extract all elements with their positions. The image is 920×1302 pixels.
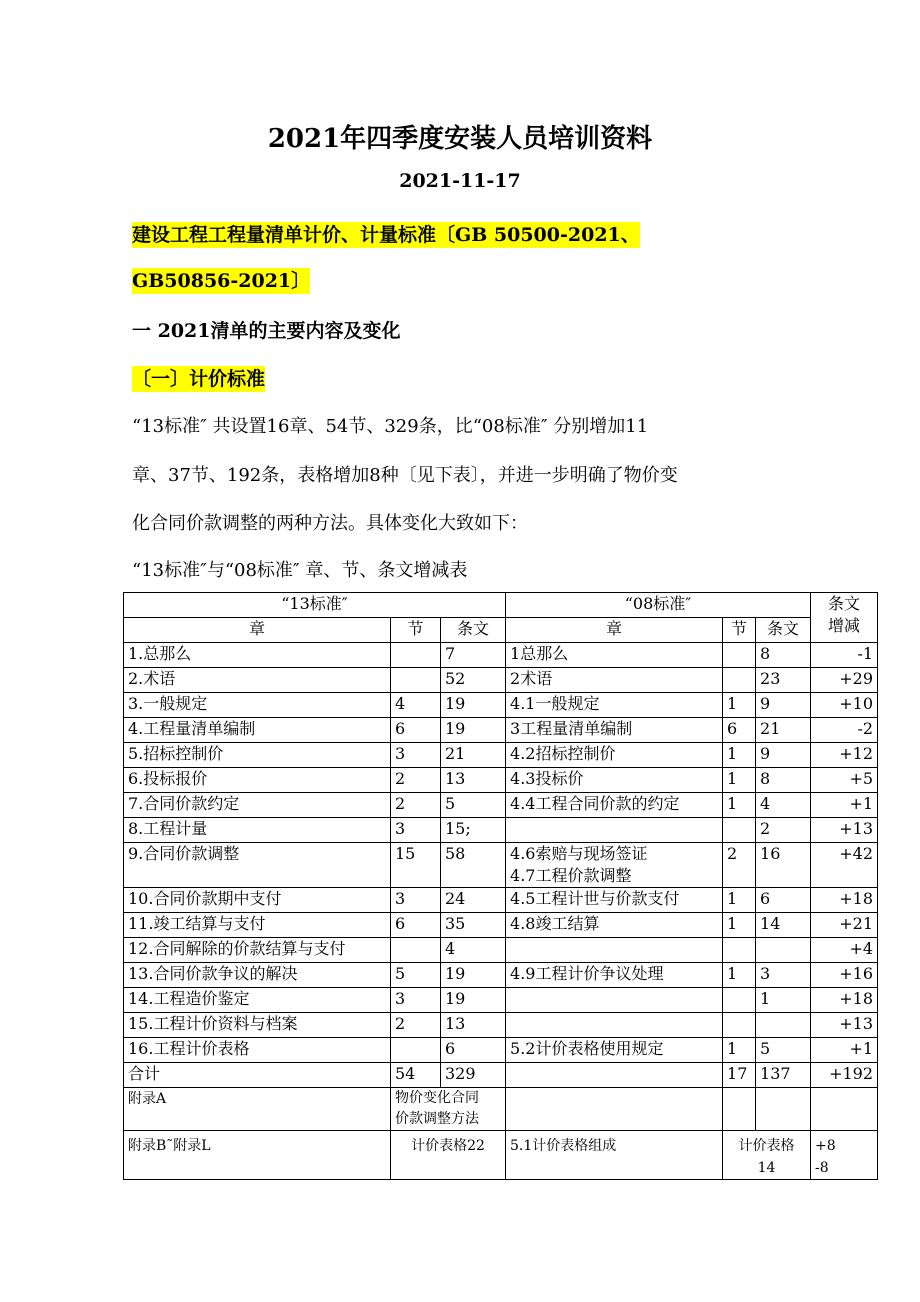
cell-section-13: 5 bbox=[391, 963, 441, 988]
cell-section-13: 4 bbox=[391, 693, 441, 718]
cell-article-13: 329 bbox=[441, 1063, 506, 1088]
cell-change: -2 bbox=[811, 718, 878, 743]
table-body bbox=[124, 593, 878, 643]
cell-change: +18 bbox=[811, 888, 878, 913]
cell-article-08: 16 bbox=[756, 843, 811, 888]
cell-section-13 bbox=[391, 643, 441, 668]
appendix-b-tables-13: 计价表格22 bbox=[391, 1131, 506, 1180]
cell-change: +10 bbox=[811, 693, 878, 718]
cell-article-08: 23 bbox=[756, 668, 811, 693]
cell-chapter-08: 5.2计价表格使用规定 bbox=[506, 1038, 723, 1063]
cell-chapter-13: 11.竣工结算与支付 bbox=[124, 913, 391, 938]
appendix-a-cell-section bbox=[723, 1088, 756, 1131]
appendix-b-label: 附录B˜附录L bbox=[124, 1131, 391, 1180]
cell-article-08: 4 bbox=[756, 793, 811, 818]
cell-article-13: 19 bbox=[441, 988, 506, 1013]
table-header-row bbox=[124, 593, 878, 618]
cell-chapter-08 bbox=[506, 938, 723, 963]
cell-chapter-08: 4.8竣工结算 bbox=[506, 913, 723, 938]
subheader-section-08: 节 bbox=[723, 618, 756, 643]
cell-section-08: 1 bbox=[723, 793, 756, 818]
cell-section-08 bbox=[723, 988, 756, 1013]
table-row bbox=[124, 843, 878, 888]
cell-chapter-13: 1.总那么 bbox=[124, 643, 391, 668]
table-row bbox=[124, 1038, 878, 1063]
header-change-line-2: 增减 bbox=[828, 616, 861, 635]
cell-change: +1 bbox=[811, 793, 878, 818]
cell-chapter-08: 4.4工程合同价款的约定 bbox=[506, 793, 723, 818]
subheader-article-13: 条文 bbox=[441, 618, 506, 643]
cell-article-08: 5 bbox=[756, 1038, 811, 1063]
table-row bbox=[124, 988, 878, 1013]
cell-section-08: 2 bbox=[723, 843, 756, 888]
cell-section-08: 1 bbox=[723, 888, 756, 913]
table-row-appendix-a bbox=[124, 1088, 878, 1131]
table-row bbox=[124, 913, 878, 938]
subsection-heading-text: 〔一〕计价标准 bbox=[132, 368, 266, 390]
table-row-appendix-b bbox=[124, 1131, 878, 1180]
cell-section-13: 2 bbox=[391, 1013, 441, 1038]
appendix-a-cell-change bbox=[811, 1088, 878, 1131]
table-row bbox=[124, 718, 878, 743]
cell-article-13: 52 bbox=[441, 668, 506, 693]
cell-chapter-13: 10.合同价款期中支付 bbox=[124, 888, 391, 913]
cell-chapter-08: 3工程量清单编制 bbox=[506, 718, 723, 743]
section-heading: 一 2021清单的主要内容及变化 bbox=[132, 320, 401, 342]
cell-chapter-13: 8.工程计量 bbox=[124, 818, 391, 843]
cell-article-13: 7 bbox=[441, 643, 506, 668]
appendix-a-label: 附录A bbox=[124, 1088, 391, 1131]
cell-section-08 bbox=[723, 643, 756, 668]
cell-section-13: 6 bbox=[391, 718, 441, 743]
cell-chapter-08: 4.5工程计世与价款支付 bbox=[506, 888, 723, 913]
cell-section-08: 1 bbox=[723, 693, 756, 718]
appendix-a-cell-08 bbox=[506, 1088, 723, 1131]
cell-article-13: 13 bbox=[441, 1013, 506, 1038]
cell-chapter-08: 4.2招标控制价 bbox=[506, 743, 723, 768]
cell-change: +21 bbox=[811, 913, 878, 938]
appendix-b-tables-08 bbox=[723, 1131, 811, 1180]
cell-article-08 bbox=[756, 938, 811, 963]
cell-article-08: 6 bbox=[756, 888, 811, 913]
table-data-rows bbox=[124, 643, 878, 1088]
cell-article-13: 13 bbox=[441, 768, 506, 793]
cell-section-08 bbox=[723, 818, 756, 843]
appendix-a-desc bbox=[391, 1088, 506, 1131]
cell-chapter-13: 2.术语 bbox=[124, 668, 391, 693]
cell-chapter-08: 4.1一般规定 bbox=[506, 693, 723, 718]
appendix-b-change-line-1: +8 bbox=[815, 1138, 836, 1154]
cell-section-13 bbox=[391, 668, 441, 693]
cell-chapter-13: 6.投标报价 bbox=[124, 768, 391, 793]
cell-chapter-13: 9.合同价款调整 bbox=[124, 843, 391, 888]
table-row bbox=[124, 818, 878, 843]
cell-section-08 bbox=[723, 1013, 756, 1038]
table-row bbox=[124, 743, 878, 768]
cell-change: +1 bbox=[811, 1038, 878, 1063]
cell-chapter-13: 14.工程造价鉴定 bbox=[124, 988, 391, 1013]
cell-article-08: 8 bbox=[756, 643, 811, 668]
appendix-b-chapter-08: 5.1计价表格组成 bbox=[506, 1131, 723, 1180]
cell-chapter-13: 4.工程量清单编制 bbox=[124, 718, 391, 743]
table-appendix-rows bbox=[124, 1088, 878, 1180]
cell-article-08: 14 bbox=[756, 913, 811, 938]
paragraph-line-2: 章、37节、192条，表格增加8种〔见下表〕，并进一步明确了物价变 bbox=[132, 465, 678, 486]
cell-section-08: 6 bbox=[723, 718, 756, 743]
appendix-b-change-line-2: -8 bbox=[815, 1160, 829, 1176]
cell-section-13 bbox=[391, 938, 441, 963]
cell-chapter-13: 3.一般规定 bbox=[124, 693, 391, 718]
cell-article-08: 137 bbox=[756, 1063, 811, 1088]
cell-chapter-13: 16.工程计价表格 bbox=[124, 1038, 391, 1063]
cell-section-08 bbox=[723, 938, 756, 963]
table-row bbox=[124, 793, 878, 818]
cell-article-13: 15; bbox=[441, 818, 506, 843]
header-13-standard: “13标准″ bbox=[124, 593, 506, 618]
cell-article-08: 21 bbox=[756, 718, 811, 743]
table-row bbox=[124, 1063, 878, 1088]
cell-chapter-13: 合计 bbox=[124, 1063, 391, 1088]
highlighted-heading-line-2 bbox=[132, 266, 310, 293]
subheader-chapter-08: 章 bbox=[506, 618, 723, 643]
cell-chapter-08: 1总那么 bbox=[506, 643, 723, 668]
cell-section-13: 3 bbox=[391, 743, 441, 768]
cell-article-13: 6 bbox=[441, 1038, 506, 1063]
appendix-b-tables-08-line-1: 计价表格 bbox=[738, 1138, 795, 1154]
cell-section-08 bbox=[723, 668, 756, 693]
cell-section-13: 54 bbox=[391, 1063, 441, 1088]
header-change bbox=[811, 593, 878, 643]
table-row bbox=[124, 1013, 878, 1038]
cell-section-08: 1 bbox=[723, 743, 756, 768]
cell-change: -1 bbox=[811, 643, 878, 668]
cell-chapter-08 bbox=[506, 1013, 723, 1038]
paragraph-line-3: 化合同价款调整的两种方法。具体变化大致如下： bbox=[132, 513, 528, 534]
cell-change: +4 bbox=[811, 938, 878, 963]
highlight-text-1: 建设工程工程量清单计价、计量标准〔GB 50500-2021、 bbox=[132, 224, 640, 246]
table-subheader-row bbox=[124, 618, 878, 643]
cell-article-08: 9 bbox=[756, 743, 811, 768]
cell-article-13: 19 bbox=[441, 693, 506, 718]
subsection-heading bbox=[132, 364, 265, 391]
cell-chapter-13: 13.合同价款争议的解决 bbox=[124, 963, 391, 988]
table-row bbox=[124, 693, 878, 718]
cell-chapter-08: 4.3投标价 bbox=[506, 768, 723, 793]
table-row bbox=[124, 643, 878, 668]
cell-section-13 bbox=[391, 1038, 441, 1063]
cell-article-13: 24 bbox=[441, 888, 506, 913]
cell-chapter-13: 12.合同解除的价款结算与支付 bbox=[124, 938, 391, 963]
appendix-b-change bbox=[811, 1131, 878, 1180]
table-row bbox=[124, 668, 878, 693]
table-caption: “13标准″与“08标准″ 章、节、条文增减表 bbox=[132, 560, 468, 581]
cell-article-13: 35 bbox=[441, 913, 506, 938]
cell-section-13: 3 bbox=[391, 818, 441, 843]
cell-article-08: 1 bbox=[756, 988, 811, 1013]
cell-article-08: 2 bbox=[756, 818, 811, 843]
header-08-standard: “08标准″ bbox=[506, 593, 811, 618]
document-title: 2021年四季度安装人员培训资料 bbox=[267, 124, 653, 154]
header-change-line-1: 条文 bbox=[828, 594, 861, 613]
table-row bbox=[124, 768, 878, 793]
cell-article-13: 58 bbox=[441, 843, 506, 888]
cell-change: +13 bbox=[811, 1013, 878, 1038]
cell-article-08: 8 bbox=[756, 768, 811, 793]
cell-section-13: 2 bbox=[391, 768, 441, 793]
cell-change: +192 bbox=[811, 1063, 878, 1088]
cell-change: +18 bbox=[811, 988, 878, 1013]
cell-chapter-08 bbox=[506, 1063, 723, 1088]
subheader-chapter-13: 章 bbox=[124, 618, 391, 643]
cell-section-13: 2 bbox=[391, 793, 441, 818]
cell-section-08: 1 bbox=[723, 768, 756, 793]
cell-change: +13 bbox=[811, 818, 878, 843]
cell-chapter-08: 4.9工程计价争议处理 bbox=[506, 963, 723, 988]
cell-article-13: 19 bbox=[441, 963, 506, 988]
cell-article-13: 21 bbox=[441, 743, 506, 768]
cell-chapter-08 bbox=[506, 818, 723, 843]
document-date: 2021-11-17 bbox=[399, 170, 521, 192]
cell-section-08: 1 bbox=[723, 913, 756, 938]
cell-chapter-08-line-2: 4.7工程价款调整 bbox=[510, 866, 632, 885]
cell-change: +16 bbox=[811, 963, 878, 988]
cell-section-13: 6 bbox=[391, 913, 441, 938]
cell-article-13: 19 bbox=[441, 718, 506, 743]
cell-section-08: 17 bbox=[723, 1063, 756, 1088]
cell-chapter-13: 7.合同价款约定 bbox=[124, 793, 391, 818]
cell-section-08: 1 bbox=[723, 1038, 756, 1063]
cell-chapter-08: 2术语 bbox=[506, 668, 723, 693]
comparison-table bbox=[123, 592, 878, 1180]
appendix-a-cell-article bbox=[756, 1088, 811, 1131]
cell-chapter-13: 5.招标控制价 bbox=[124, 743, 391, 768]
cell-chapter-08-line-1: 4.6索赔与现场签证 bbox=[510, 844, 648, 863]
cell-section-13: 3 bbox=[391, 888, 441, 913]
cell-article-08 bbox=[756, 1013, 811, 1038]
cell-section-13: 3 bbox=[391, 988, 441, 1013]
cell-change: +42 bbox=[811, 843, 878, 888]
paragraph-line-1: “13标准″ 共设置16章、54节、329条，比“08标准″ 分别增加11 bbox=[132, 416, 649, 437]
cell-article-13: 4 bbox=[441, 938, 506, 963]
cell-chapter-13: 15.工程计价资料与档案 bbox=[124, 1013, 391, 1038]
cell-section-08: 1 bbox=[723, 963, 756, 988]
appendix-a-desc-line-2: 价款调整方法 bbox=[395, 1111, 479, 1127]
cell-article-08: 3 bbox=[756, 963, 811, 988]
highlight-text-2: GB50856-2021〕 bbox=[132, 270, 311, 292]
cell-change: +5 bbox=[811, 768, 878, 793]
table-row bbox=[124, 938, 878, 963]
table-row bbox=[124, 888, 878, 913]
cell-article-13: 5 bbox=[441, 793, 506, 818]
subheader-section-13: 节 bbox=[391, 618, 441, 643]
table-row bbox=[124, 963, 878, 988]
cell-article-08: 9 bbox=[756, 693, 811, 718]
subheader-article-08: 条文 bbox=[756, 618, 811, 643]
highlighted-heading-line-1 bbox=[132, 220, 640, 247]
appendix-a-desc-line-1: 物价变化合同 bbox=[395, 1090, 479, 1106]
appendix-b-tables-08-line-2: 14 bbox=[757, 1160, 776, 1176]
cell-chapter-08 bbox=[506, 988, 723, 1013]
cell-section-13: 15 bbox=[391, 843, 441, 888]
cell-chapter-08 bbox=[506, 843, 723, 888]
cell-change: +12 bbox=[811, 743, 878, 768]
cell-change: +29 bbox=[811, 668, 878, 693]
